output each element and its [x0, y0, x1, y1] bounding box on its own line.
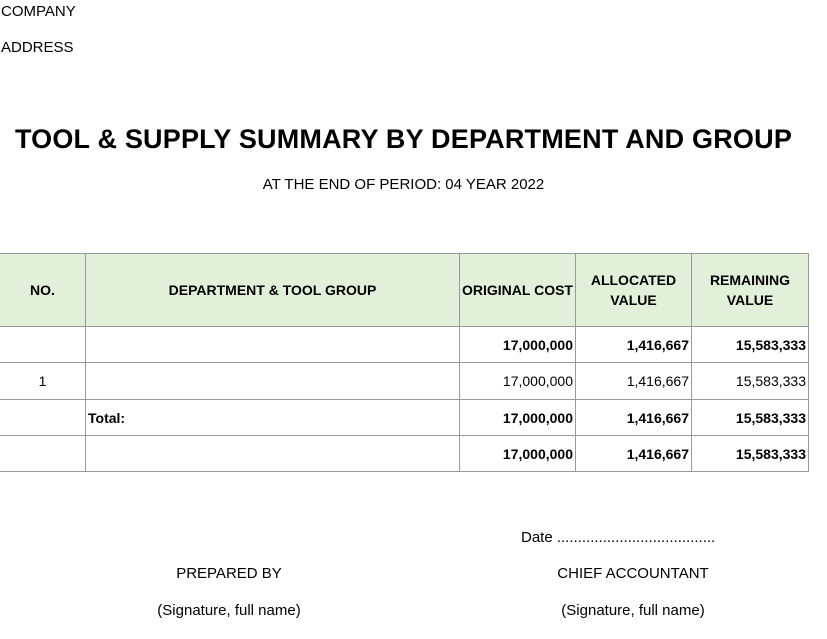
report-period: AT THE END OF PERIOD: 04 YEAR 2022: [262, 176, 545, 193]
company-label: COMPANY: [1, 3, 76, 20]
cell-original-cost: 17,000,000: [460, 327, 576, 363]
cell-original-cost: 17,000,000: [460, 436, 576, 472]
cell-original-cost: 17,000,000: [460, 363, 576, 400]
cell-original-cost: 17,000,000: [460, 400, 576, 436]
table-row-total: [0, 400, 809, 436]
cell-no: [0, 400, 86, 436]
prepared-by-label: PREPARED BY: [176, 565, 282, 582]
cell-allocated-value: 1,416,667: [576, 363, 692, 400]
cell-department: [86, 327, 460, 363]
cell-department: [86, 363, 460, 400]
summary-table: [0, 253, 809, 472]
table-row-summary: [0, 436, 809, 472]
table-header-row: [0, 254, 809, 327]
table-row-item: [0, 363, 809, 400]
cell-remaining-value: 15,583,333: [692, 436, 809, 472]
report-title: TOOL & SUPPLY SUMMARY BY DEPARTMENT AND GROUP: [14, 124, 793, 154]
cell-allocated-value: 1,416,667: [576, 400, 692, 436]
chief-accountant-signature: (Signature, full name): [561, 602, 705, 619]
column-header-department: DEPARTMENT & TOOL GROUP: [86, 254, 460, 327]
cell-remaining-value: 15,583,333: [692, 400, 809, 436]
cell-no: [0, 327, 86, 363]
address-label: ADDRESS: [1, 39, 74, 56]
cell-department: [86, 436, 460, 472]
column-header-remaining-value: REMAINING VALUE: [692, 254, 809, 327]
column-header-allocated-value: ALLOCATED VALUE: [576, 254, 692, 327]
cell-no: [0, 436, 86, 472]
column-header-no: NO.: [0, 254, 86, 327]
cell-no: 1: [0, 363, 86, 400]
column-header-original-cost: ORIGINAL COST: [460, 254, 576, 327]
cell-remaining-value: 15,583,333: [692, 327, 809, 363]
cell-allocated-value: 1,416,667: [576, 327, 692, 363]
prepared-by-signature: (Signature, full name): [157, 602, 301, 619]
chief-accountant-label: CHIEF ACCOUNTANT: [557, 565, 709, 582]
cell-remaining-value: 15,583,333: [692, 363, 809, 400]
cell-department: Total:: [86, 400, 460, 436]
table-row-grand-summary: [0, 327, 809, 363]
cell-allocated-value: 1,416,667: [576, 436, 692, 472]
date-line: Date ......................................: [521, 529, 716, 546]
